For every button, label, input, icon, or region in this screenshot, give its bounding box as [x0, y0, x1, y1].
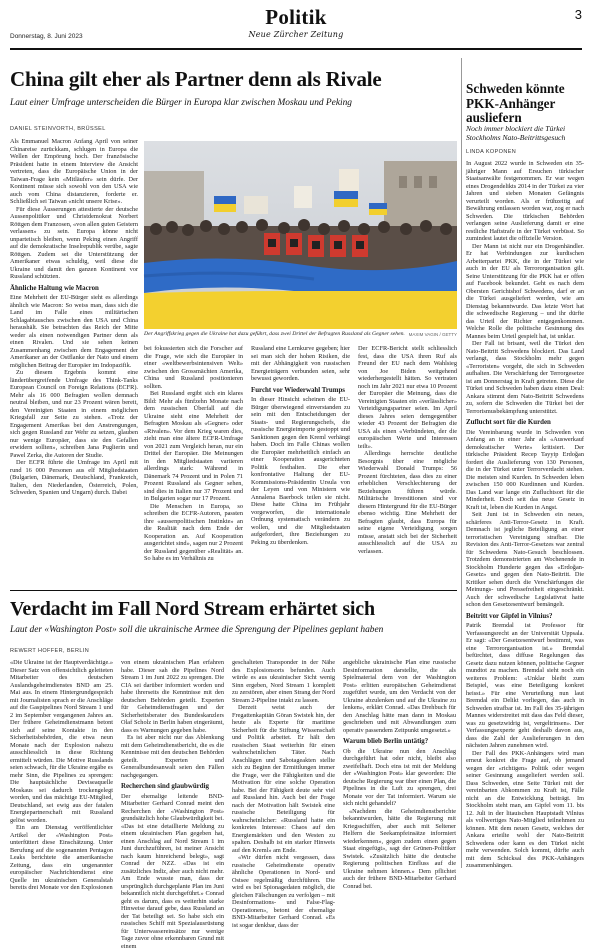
article-separator [10, 590, 457, 591]
sidebar-headline[interactable]: Schweden könnte PKK-Anhänger ausliefern [466, 82, 584, 126]
page-number: 3 [575, 7, 582, 22]
article2-col2-p3: Der ehemalige leitende BND-Mitarbeiter Gerhard Conrad meint den Recherchen der «Washington Post» grundsätzlich hohe Glaubwürdigkeit bei. «Das ist eine detaillierte Meldung zu einem ukrainischen Plan gegeben hat, einen Anschlag auf Nord Stream 1 im Juni durchzuführen, ist meiner Ansicht nach kaum hinreichend belegt», sagt Conrad der NZZ. «Das ist ein zusätzliches Indiz, aber auch nicht mehr. Am Ende wusste man, dass der ursprünglich durchgeplante Plan im Juni bekanntlich nicht durchgeführt.» Conrad geht es darum, dass es weiterhin starke Hinweise darauf gebe, dass Russland an der Tat beteiligt sei. So habe sich ein russisches Schiff mit Spezialausrüstung für Unterwassereinsätze nur wenige Tage zuvor ohne erkennbaren Grund mit einem [121, 793, 224, 950]
photo-credit: MAXIM VAGIN / GETTY [409, 332, 457, 337]
sidebar-p5: Seit Juni ist in Schweden ein neues, schärferes Anti-Terror-Gesetz in Kraft. Demnach ist jegliche Beteiligung an einer terroristischen Vereinigung strafbar. Die Revision des Anti-Terror-Gesetzes war zentral für Schwedens Nato-Gesuch beschlossen. Trotzdem demonstrierten am Wochenende in Stockholm Hunderte gegen das «Erdoğan-Gesetz» und gegen den Nato-Beitritt. Die Kritiker sehen durch die Verschärfungen die Meinungs- und Pressefreiheit eingeschränkt. Auch der schwedische Legislativrat hatte schon den Gesetzesentwurf bemängelt. [466, 511, 584, 609]
article1-col2 [144, 345, 243, 585]
sidebar-byline: LINDA KOPONEN [466, 149, 516, 155]
sidebar-p3: Der Fall ist brisant, weil die Türkei den Nato-Beitritt Schwedens blockiert. Das Land verlangt, dass Stockholm mehr gegen «Terroristen» vorgeht, die sich in Schweden aufhalten. Die Verschärfung der Terrorgesetze ist am Donnerstag in Kraft getreten. Diese die Türkei und Schweden haben dazu einen Deal: Ankara stimmt dem Nato-Beitritt Schwedens zu, sofern die Schweden die Türkei bei der Terrorismusbekämpfung unterstützt. [466, 340, 584, 415]
photo-caption-text: Der Angriffskrieg gegen die Ukraine hat dazu geführt, dass zwei Drittel der Befragten Russland als Gegner sehen. [144, 331, 405, 337]
article1-col4-p1: Der ECFR-Bericht stellt schliesslich fest, dass die USA ihren Ruf als Freund der EU nach dem Wahlsieg von Joe Biden weitgehend wiederhergestellt hätten. So vertraten noch im Jahr 2021 nur etwa 10 Prozent der Europäer die Meinung, dass die Vereinigten Staaten ein «verlässlicher» Verteidigungspartner seien. Im April dieses Jahres seien demgegenüber wieder 43 Prozent der Befragten die USA als einen «Verbündeten, der die europäischen Werte und Interessen teilt». [358, 345, 457, 450]
article1-subhead2: Furcht vor Wiederwahl Trumps [251, 387, 350, 395]
article1-subhead1: Ähnliche Haltung wie Macron [10, 285, 138, 293]
article1-col2-p1: bei fokussierten sich die Forscher auf die Frage, wie sich die Europäer in einer «weltbewerbsintensiven Welt» zwischen den Grossmächten Amerika, China und Russland positionieren sollten. [144, 345, 243, 390]
article2-col1 [10, 659, 113, 869]
protest-photo [144, 141, 457, 329]
sidebar-p7: Der Fall des PKK-Anhängers wird man erneut konkret die Frage auf, ob jemand wegen der «richtigen» Politik oder wegen seiner Gesinnung ausgeliefert werden soll. Dass Schweden, eine Seite Türkei mit der vereinbarten Abkommen zu Kraft ist, Fälle nicht an die Entwicklung beiträgt. Im Stockholm steht man, am Gipfel vom 11. bis 12. Juli in der litauischen Hauptstadt Vilnius als vollwertiges Nato-Mitglied teilnehmen zu können. Mit dem neuen Gesetz, welches der Ankara erteilte wohl der Nato-Beitritt Schwedens oder kann es den Türkei nicht mehr verwenden. Solch kommt, dürfte auch mit dem Schicksal des PKK-Anhängers zusammenhängen. [466, 750, 584, 870]
article1-headline[interactable]: China gilt eher als Partner denn als Rivale [10, 68, 456, 90]
masthead-rule [10, 48, 582, 50]
article2-col4-p2: Ob die Ukraine nun den Anschlag durchgeführt hat oder nicht, bleibt also zweifelhaft. Doch eins ist mit der Meldung der «Washington Post» klar geworden: Die deutsche Regierung war über einen Plan, die Pipelines in die Luft zu sprengen, drei Monate vor der Tat informiert. Warum sie sich nicht gehandelt? [343, 748, 456, 808]
article2-col3-p3: «Wir dürfen nicht vergessen, dass russische Geheimdienste operativ ähnliche Operationen in Nord- und Ostsee regelmäßig durchführen. Die wird es bei Spionagedaten möglich, die gleichen Fälschungen zu verfolgen – mit Desinformations- und False-Flag-Operationen», betont der ehemalige BND-Mitarbeiter Gerhard Conrad. «Es ist sogar denkbar, dass der [232, 854, 335, 929]
article1-col1-p3: Eine Mehrheit der EU-Bürger sieht es allerdings ähnlich wie Macron: So weiss man, dass sich die Land im Falle eines militärischen Schlagabtausches zwischen den USA und China heraushält. Sie betrachten das Reich der Mitte weder als einen notwendigen Partner denn als einen Rivalen. Und sie sehen keinen Zusammenhang zwischen dem Engagement der Amerikaner an der Ostflanke der Nato und einem möglichen Beitrag der Europäer im Indopazifik. [10, 294, 138, 369]
article2-headline[interactable]: Verdacht im Fall Nord Stream erhärtet sich [10, 599, 456, 620]
article2-col2-p2: Es ist aber nicht nur das Ablenkung mit dem Geheimdienstbericht, die es die Kenntnisse mit den deutschen Behörden geteilt. Experten und Generalbundesanwalt seien den Fällen nachgegangen. [121, 734, 224, 779]
article2-col4-p3: «Nachdem die Geheimdienstberichte bekanntwurden, hätte die Regierung mit Kriegsschiffen, aber auch mit Seltener Helfern die Seekampfeinsätze informiert wiederkennen», gegen zudem einen gegen Staat eingefügt», sagt der Grünen-Politiker Swistek. «Zusätzlich hätte die deutsche Regierung politischen Einfluss auf die Ukraine nehmen können.» Dem pflichtet auch der frühere BND-Mitarbeiter Gerhard Conrad bei. [343, 808, 456, 891]
article2-col4-p1: angebliche ukrainische Plan eine russische Desinformation darstellte, die als Spielmaterial dem von der Washington Post» erlitten europäischen Geheimdienst zugeführt wurde, um den Verdacht von der Ukraine abzulenken und auf die Ukraine zu lenken», erklärt Conrad. «Das Drehbuch für den Anschlag hätte man dann in Moskau geschrieben und mit Abwandlungen zum operativ passendem Zeitpunkt umgesetzt.» [343, 659, 456, 734]
sidebar-col [466, 160, 584, 868]
article1-col1-p1: Als Emmanuel Macron Anfang April von seiner Chinareise zurückkam, schlugen in Europa die Wellen der Empörung hoch. Der französische Präsident hatte in einem Interview die Ansicht vertreten, dass die Europäische Union in der Taiwan-Frage kein «Mitläufer» sein dürfe. Der Kontinent müsse sich sowohl von den USA wie auch vom China distanzieren, forderte er. Schließlich sei Taiwan «nicht unsere Krise». [10, 138, 138, 206]
article2-subhead2: Warum blieb Berlin untätig? [343, 738, 456, 746]
article1-byline: DANIEL STEINVORTH, BRÜSSEL [10, 126, 106, 132]
article2-col1-p1: «Die Ukraine ist der Hauptverdächtige.» Dieser Satz von offensichtlich geleiteten Mitarbeiter des deutschen Auslandsgeheimdienstes BND am 25. Mai aus. In einem Hintergrundgespräch mit Journalisten sprach er die Anschläge auf die Gaspipelines Nord Stream 1 und 2 im September vergangenen Jahres an. Der frühere Geheimdienstmann betont sich auf seine Kontakte in den Sicherheitsbehörden, die etwa neun Monate nach der Explosion nahezu ausschliesslich in diese Richtung ermittelt würden. Die Motive Russlands seien schwach, für die Ukraine ergäbe es mehr Sinn, die Pipelines zu sprengen: Die hauptsächliche Deviseaquelle Moskaus sei dadurch trockengelegt worden, und das mächtige EU-Mitglied, Deutschland, sei ewig aus der fatalen Energiepartnerschaft mit Russland gelöst worden. [10, 659, 113, 824]
article1-col1-p4: Zu diesem Ergebnis kommt eine länderübergreifende Umfrage des Think-Tanks European Council on Foreign Relations (ECFR). Mehr als 16 000 Befragten wollen demnach neutral bleiben, und nur 23 Prozent wären bereit, den Vereinigten Staaten in einem möglichen Kriegsfall zur Seite zu stehen. «Trotz der Engagement Amerikas bei den Anstrengungen, sich gegen Russland zur Wehr zu setzen, glauben nur wenige Europäer, dass sie den Gefallen erwidern sollten», schreiben Jana Puglierin und Pawel Zerka, die Autoren der Studie. [10, 369, 138, 459]
article1-col2-p2: Bei Russland ergibt sich ein klares Bild: Mehr als fünfzehn Monate nach dem russischen Überfall auf die Ukraine sieht eine Mehrheit der Befragten Moskau als «Gegner» oder «Rivalen». Vor dem Krieg waren dies, zieht man eine ältere ECFR-Umfrage von 2021 zum Vergleich heran, nur ein Drittel der Europäer. Die Meinungen in den Mitgliedstaaten variieren allerdings stark: Während in Dänemark 74 Prozent und in Polen 71 Prozent Russland als Gegner sehen, sind dies in Italien nur 37 Prozent und in Bulgarien sogar nur 17 Prozent. [144, 390, 243, 503]
article1-col1-p2: Für diese Äusserungen attestierte der deutsche Aussenpolitiker und Christdemokrat Norbert Röttgen dem Franzosen, «von allen guten Geistern verlassen» zu sein. Europa könne nicht unparteiisch bleiben, wenn Peking einen Angriff auf die demokratische Inselrepublik verübe, sagte Röttgen. Zudem sei die Unterstützung der Amerikaner etwas schuldig, weil diese die Ukraine und damit den ganzen Kontinent vor Russland schützten. [10, 206, 138, 281]
article1-col3 [251, 345, 350, 585]
article1-col2-p3: Die Menschen in Europa, so schreiben die ECFR-Autoren, passten ihre «aussenpolitischen Instinkte» an die Realität nach dem Ende der Kooperation an. Auf Kooperation ausgerichtet sind», sagen nur 2 Prozent der Russland gegenüber «Realität» an. So habe es im Verhältnis zu [144, 503, 243, 563]
issue-date: Donnerstag, 8. Juni 2023 [10, 33, 83, 40]
article2-col3 [232, 659, 335, 869]
photo-caption [144, 331, 457, 337]
article2-byline: REWERT HOFFER, BERLIN [10, 648, 89, 654]
article2-deck: Laut der «Washington Post» soll die ukrainische Armee die Sprengung der Pipelines geplant haben [10, 625, 456, 636]
sidebar-p2: Der Mann ist nicht nur ein Drogenhändler. Er hat Verbindungen zur kurdischen Arbeiterpartei PKK, die in der Türkei wie auch in der EU als Terrororganisation gilt. Seine Unterstützung für die PKK hat er offen auf Facebook bekundet. Geht es nach dem Obersten Gerichtshof Schwedens, darf er an die Türkei ausgeliefert werden, wie am Dienstag bekanntwurde. Das letzte Wort hat die schwedische Regierung – und ihr dürfte das Urteil der Richter entgegenkommen. Welche Rolle die politische Gesinnung des Mannes beim Urteil gespielt hat, ist unklar. [466, 243, 584, 341]
sidebar-p1: In August 2022 wurde in Schweden ein 35-jähriger Mann auf Ersuchen türkischer Staatsanwälte festgenommen. Er war wegen eines Drogendelikts 2014 in der Türkei zu vier Jahren und sieben Monaten Gefängnis verurteilt worden. Als er frühzeitig auf Bewährung entlassen worden war, zog er nach Schweden. Die türkischen Behörden verlangen seine Auslieferung damit er eine restliche Haftstrafe in der Türkei verbüsst. So zumindest lautet die offizielle Version. [466, 160, 584, 243]
article2-col2-p1: von einem ukrainischen Plan erfahren habe. Dieser sah die Pipelines Nord Stream 1 im Juni 2022 zu sprengen. Die CIA sei darüber informiert worden und habe ihrerseits die Kenntnisse mit den deutschen Behörden geteilt. Experten für Geheimdienstfragen und der Sicherheitsberater des Bundeskanzlers Olaf Scholz in Berlin haben eingeräumt, dass es Warnungen gegeben habe. [121, 659, 224, 734]
article2-col2 [121, 659, 224, 869]
article1-col3-p2: In dieser Hinsicht scheinen die EU-Bürger überwiegend einverstanden zu sein mit den Entscheidungen der Staats- und Regierungschefs, die russische Energieimporte gestoppt und Sanktionen gegen den Kreml verhängt haben. Doch im Falle Chinas wollen die Europäer mehrheitlich einfach an einer Kooperation ausgerichteten Politik festhalten. Die eher konfrontative Haltung der EU-Kommissions-Präsidentin Ursula von der Leyen und von Ministern wie Annalena Baerbock teilen sie nicht. Diese hatte China im Frühjahr vorgeworfen, die internationale Ordnung systematisch verändern zu wollen, und die Mitgliedstaaten aufgefordert, ihre Beziehungen zu Peking zu überdenken. [251, 396, 350, 546]
sidebar-divider [461, 58, 462, 868]
photo-illustration [144, 141, 457, 329]
article1-deck: Laut einer Umfrage unterscheiden die Bürger in Europa klar zwischen Moskau und Peking [10, 98, 456, 109]
article1-col1-p5: Der ECFR führte die Umfrage im April mit rund 16 000 Personen aus elf Mitgliedstaaten (Bulgarien, Dänemark, Deutschland, Frankreich, Italien, den Niederlanden, Österreich, Polen, Schweden, Spanien und Ungarn) durch. Dabei [10, 459, 138, 497]
sidebar-subhead2: Beitritt vor Gipfel in Vilnius? [466, 613, 584, 621]
paper-name: Neue Zürcher Zeitung [10, 30, 582, 39]
article2-subhead1: Recherchen sind glaubwürdig [121, 783, 224, 791]
section-title: Politik [10, 5, 582, 30]
sidebar-p4: Die Vereinbarung wurde in Schweden von Anfang an in einer Jahr als «Auswerkauf demokratischer Werte» kritisiert. Der türkische Präsident Recep Tayyip Erdoğan fordert die Auslieferung von 130 Personen, die in der Türkei unter Terrorverdacht stehen. Die meisten sind Kurden. In Schweden leben zwischen 150 000 Kurdinnen und Kurden. Das Land war lange ein Zufluchtsort für die Minderheit. Doch seit das neue Gesetz in Kraft ist, leben die Kurden in Angst. [466, 429, 584, 512]
article2-col1-p2: Ein am Dienstag veröffentlichter Artikel der «Washington Post» unterfüttert diese Einschätzung. Unter Berufung auf die sogenannten Pentagon Leaks berichtete die amerikanische Zeitung, dass ein ungenannter europäischer Nachrichtendienst eine Quelle im ukrainischen Generalstab bereits drei Monate vor den Explosionen [10, 824, 113, 892]
masthead [10, 0, 582, 50]
sidebar-deck: Noch immer blockiert die Türkei Stockholms Nato-Beitrittsgesuch [466, 124, 584, 142]
article2-col4 [343, 659, 456, 869]
article2-col3-p1: geschalteten Transponder in der Nähe des Explosionsorts befunden. Auch würde es aus ukrainischer Sicht wenig Sinn ergeben, Nord Stream 1 komplett zu zerstören, aber einen Strang der Nord Stream 2-Pipeline intakt zu lassen. [232, 659, 335, 704]
sidebar-p6: Patrik Bremdal ist Professor für Verfassungsrecht an der Universität Uppsala. Er sagt: «Der Gesetzesentwurf bestimmt, was eine Terrororganisation ist.» Bremdal befürchtet, dass diffuse Regelungen das Gesetz dazu nutzen können, politische Gegner mundtot zu machen. Bremdal sieht noch ein weiteres Problem: «Unklar bleibt zum Beispiel, was eine Beteiligung konkret heisst.» Für eine Verurteilung nun laut Bremdal ein Delikt vorliegen, das auch in Schweden strafbar ist. Im Fall des 35-jährigen Mannes widerstreitet mit dass das Feld dieser, was zu gesetzwidrig ist, vergeltrinsen». Der Verfassungsexperte geht deshalb davon aus, dass die Zahl der Auslieferungen in den nächsten Jahren zunehmen wird. [466, 622, 584, 750]
article1-col4-p2: Allerdings herrschte deutliche Besorgnis über eine mögliche Wiederwahl Donald Trumps: 56 Prozent fürchteten, dass dies zu einer erheblichen Verschlechterung der Beziehungen führen würde. Militärische Investitionen sind vor diesem Hintergrund für die EU-Bürger ebenso wichtig. Eine Mehrheit der Befragten glaubt, dass Europa für seine eigene Verteidigung sorgen müsse, anstatt sich bei der Sicherheit ausschliesslich auf die USA zu verlassen. [358, 450, 457, 555]
article1-col4 [358, 345, 457, 585]
article2-col3-p2: Derzeit weist auch der Fregattenkapitän Göran Swistek hin, der heute als Experte für maritime Sicherheit für die Stiftung Wissenschaft und Politik arbeitet. Er hält den russischen Staat weiterhin für einen wahrscheinlichen Täter. Nach Anschlägen und Sabotageakten stellte sich zu Beginn der Ermittlungen immer die Frage, wer die Fähigkeiten und die Motivation für eine solche Operation habe. Bei der Fähigkeit deute sehr viel auf Russland hin. Auch bei der Frage nach der Motivation hält Swistek eine russische Beteiligung für wahrscheinlicher: «Russland hatte ein konkretes Interesse: Chaos auf den Energiemärkten und den Westen zu spalten. Deshalb ist ein starker Hinweis auf den Kreml» am Ende. [232, 704, 335, 854]
sidebar-subhead1: Zuflucht sort für die Kurden [466, 419, 584, 427]
article1-col3-p1: Russland eine Lernkurve gegeben; hier sei man sich der hohen Risiken, die mit der Abhängigkeit von russischen Energieträgern verbunden seien, sehr bewusst geworden. [251, 345, 350, 383]
article1-col1 [10, 138, 138, 585]
